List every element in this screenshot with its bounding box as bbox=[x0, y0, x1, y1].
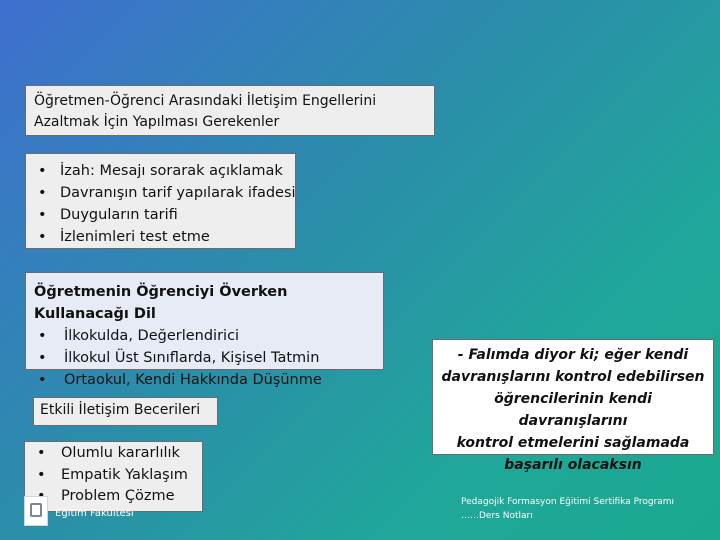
footer-faculty: Eğitim Fakültesi bbox=[55, 508, 134, 519]
list-item: • Empatik Yaklaşım bbox=[33, 465, 194, 487]
list-item: • İlkokul Üst Sınıflarda, Kişisel Tatmin bbox=[34, 347, 375, 369]
communication-skills-title bbox=[33, 397, 218, 426]
university-logo-icon bbox=[24, 496, 48, 526]
slide-title-line-2: Azaltmak İçin Yapılması Gerekenler bbox=[34, 114, 280, 130]
list-item: • İzah: Mesajı sorarak açıklamak bbox=[34, 160, 287, 182]
list-item: • Davranışın tarif yapılarak ifadesi bbox=[34, 182, 287, 204]
quote-line-3: öğrencilerinin kendi davranışlarını bbox=[494, 391, 652, 429]
communication-skills-list bbox=[33, 443, 194, 508]
list-item: • Problem Çözme bbox=[33, 486, 194, 508]
communication-skills-box bbox=[24, 441, 203, 512]
list-item: • Duyguların tarifi bbox=[34, 204, 287, 226]
slide-title-line-1: Öğretmen-Öğrenci Arasındaki İletişim Engellerini bbox=[34, 93, 377, 109]
footer-notes: ……Ders Notları bbox=[461, 511, 533, 521]
footer-program: Pedagojik Formasyon Eğitimi Sertifika Programı bbox=[461, 497, 675, 507]
list-item: • Olumlu kararlılık bbox=[33, 443, 194, 465]
list-item: • İzlenimleri test etme bbox=[34, 226, 287, 248]
praise-language-list bbox=[34, 325, 375, 391]
list-item: • Ortaokul, Kendi Hakkında Düşünme bbox=[34, 369, 375, 391]
communication-skills-title-text: Etkili İletişim Becerileri bbox=[40, 402, 201, 418]
izah-list bbox=[34, 160, 296, 248]
quote-line-2: davranışlarını kontrol edebilirsen bbox=[441, 369, 705, 385]
izah-list-box bbox=[25, 153, 296, 249]
slide-title-box bbox=[25, 85, 435, 136]
quote-line-1: - Falımda diyor ki; eğer kendi bbox=[457, 347, 689, 363]
praise-language-box bbox=[25, 272, 384, 388]
list-item: • İlkokulda, Değerlendirici bbox=[34, 325, 375, 347]
quote-line-5: başarılı olacaksın bbox=[504, 457, 642, 473]
praise-language-title: Öğretmenin Öğrenciyi Överken Kullanacağı Dil bbox=[34, 284, 288, 322]
quote-line-4: kontrol etmelerini sağlamada bbox=[456, 435, 690, 451]
quote-box bbox=[432, 339, 714, 473]
